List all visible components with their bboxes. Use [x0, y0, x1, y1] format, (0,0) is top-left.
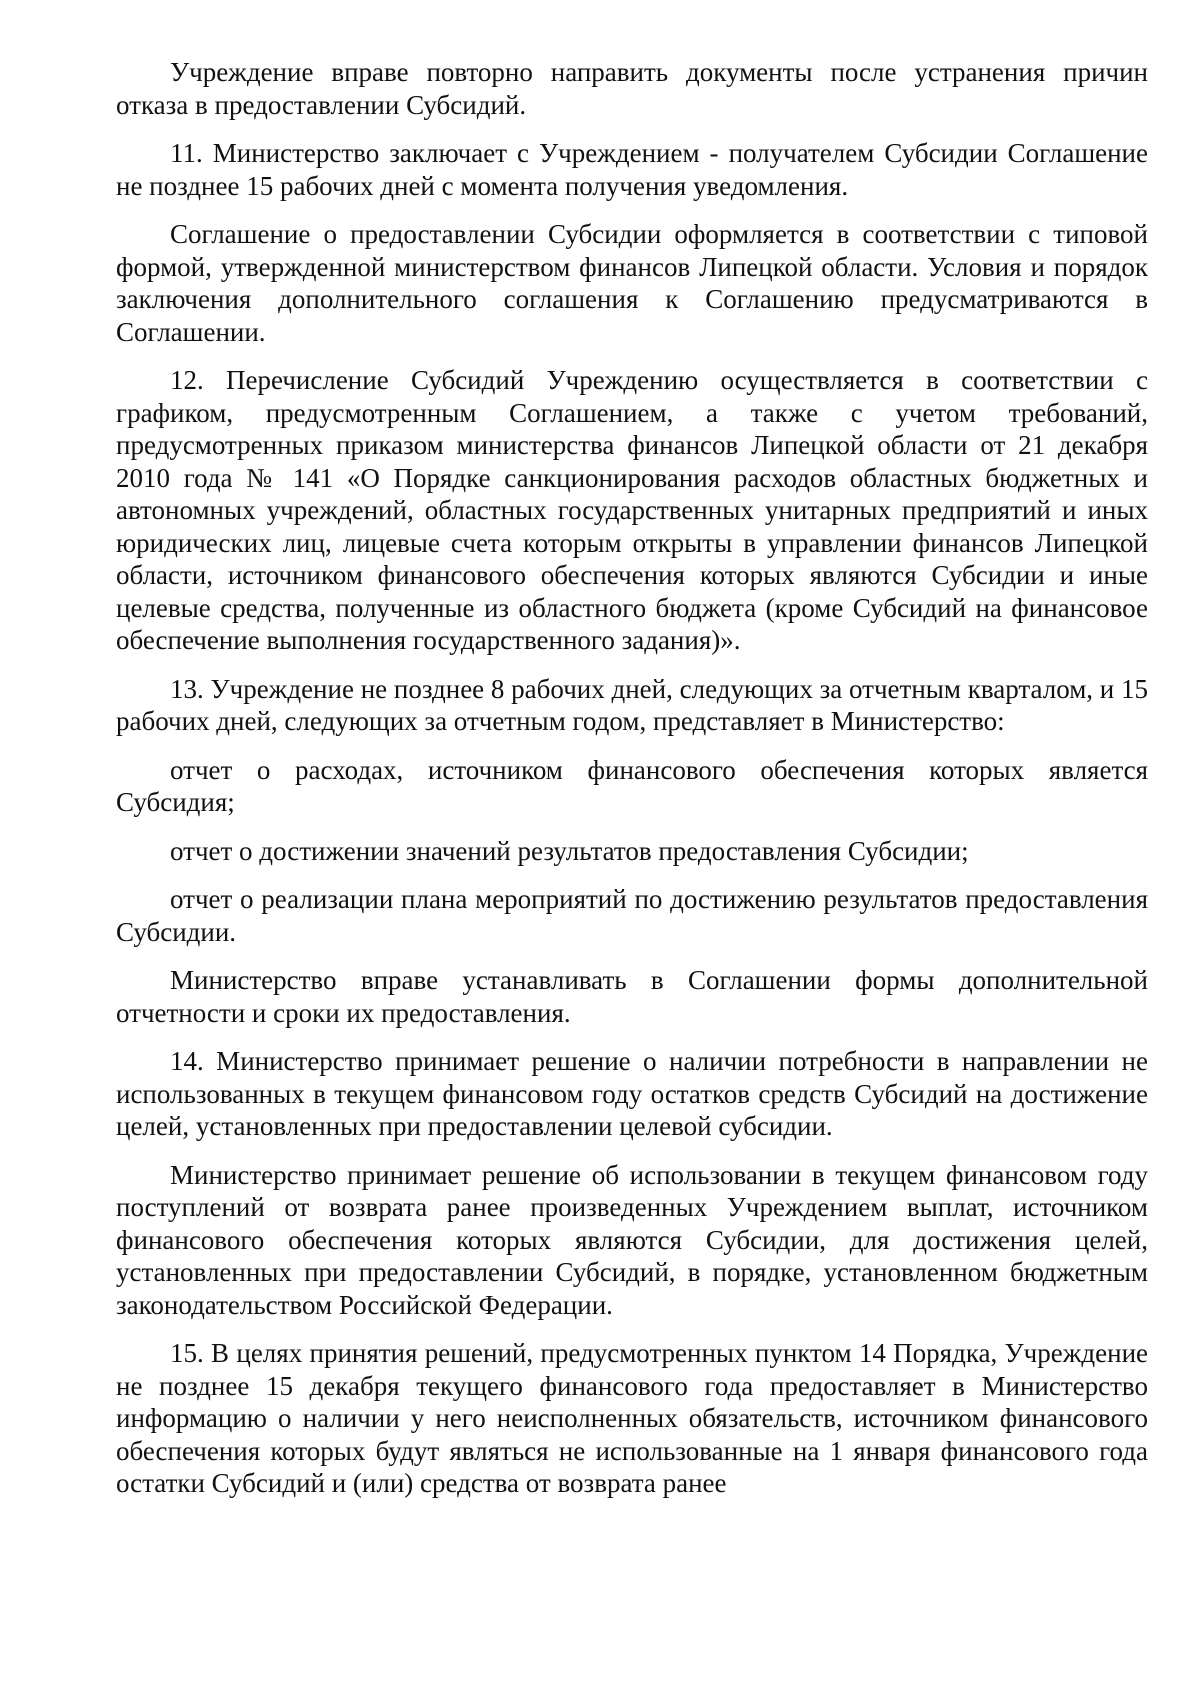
paragraph-14-decision: 14. Министерство принимает решение о наличии потребности в направлении не использованных в текущем финансовом году остатков средств Субсидий на достижение целей, установленных при предоставлении целевой субсидии. [116, 1046, 1148, 1141]
paragraph-13-reporting: 13. Учреждение не позднее 8 рабочих дней, следующих за отчетным кварталом, и 15 рабочих дней, следующих за отчетным годом, представляет в Министерство: [116, 673, 1148, 736]
paragraph-resubmission: Учреждение вправе повторно направить документы после устранения причин отказа в предоставлении Субсидий. [116, 57, 1148, 120]
paragraph-report-plan: отчет о реализации плана мероприятий по достижению результатов предоставления Субсидии. [116, 884, 1148, 947]
paragraph-15-information: 15. В целях принятия решений, предусмотренных пунктом 14 Порядка, Учреждение не позднее 15 декабря текущего финансового года предоставляет в Министерство информацию о наличии у него неисполненных обязательств, источником финансового обеспечения которых будут являться не использованные на 1 января финансового года остатки Субсидий и (или) средства от возврата ранее [116, 1338, 1148, 1498]
paragraph-11-agreement: 11. Министерство заключает с Учреждением - получателем Субсидии Соглашение не позднее 15 рабочих дней с момента получения уведомления. [116, 138, 1148, 201]
document-page [116, 56, 1148, 1516]
paragraph-refunds-usage: Министерство принимает решение об использовании в текущем финансовом году поступлений от возврата ранее произведенных Учреждением выплат, источником финансового обеспечения которых являются Субсидии, для достижения целей, установленных при предоставлении Субсидий, в порядке, установленном бюджетным законодательством Российской Федерации. [116, 1159, 1148, 1320]
paragraph-12-transfer: 12. Перечисление Субсидий Учреждению осуществляется в соответствии с графиком, предусмотренным Соглашением, а также с учетом требований, предусмотренных приказом министерства финансов Липецкой области от 21 декабря 2010 года № 141 «О Порядке санкционирования расходов областных бюджетных и автономных учреждений, областных государственных унитарных предприятий и иных юридических лиц, лицевые счета которым открыты в управлении финансов Липецкой области, источником финансового обеспечения которых являются Субсидии и иные целевые средства, полученные из областного бюджета (кроме Субсидий на финансовое обеспечение выполнения государственного задания)». [116, 365, 1148, 655]
paragraph-report-expenses: отчет о расходах, источником финансового обеспечения которых является Субсидия; [116, 754, 1148, 817]
paragraph-report-results: отчет о достижении значений результатов предоставления Субсидии; [170, 835, 969, 866]
paragraph-additional-reporting: Министерство вправе устанавливать в Соглашении формы дополнительной отчетности и сроки их предоставления. [116, 965, 1148, 1028]
paragraph-agreement-form: Соглашение о предоставлении Субсидии оформляется в соответствии с типовой формой, утвержденной министерством финансов Липецкой области. Условия и порядок заключения дополнительного соглашения к Соглашению предусматриваются в Соглашении. [116, 219, 1148, 347]
